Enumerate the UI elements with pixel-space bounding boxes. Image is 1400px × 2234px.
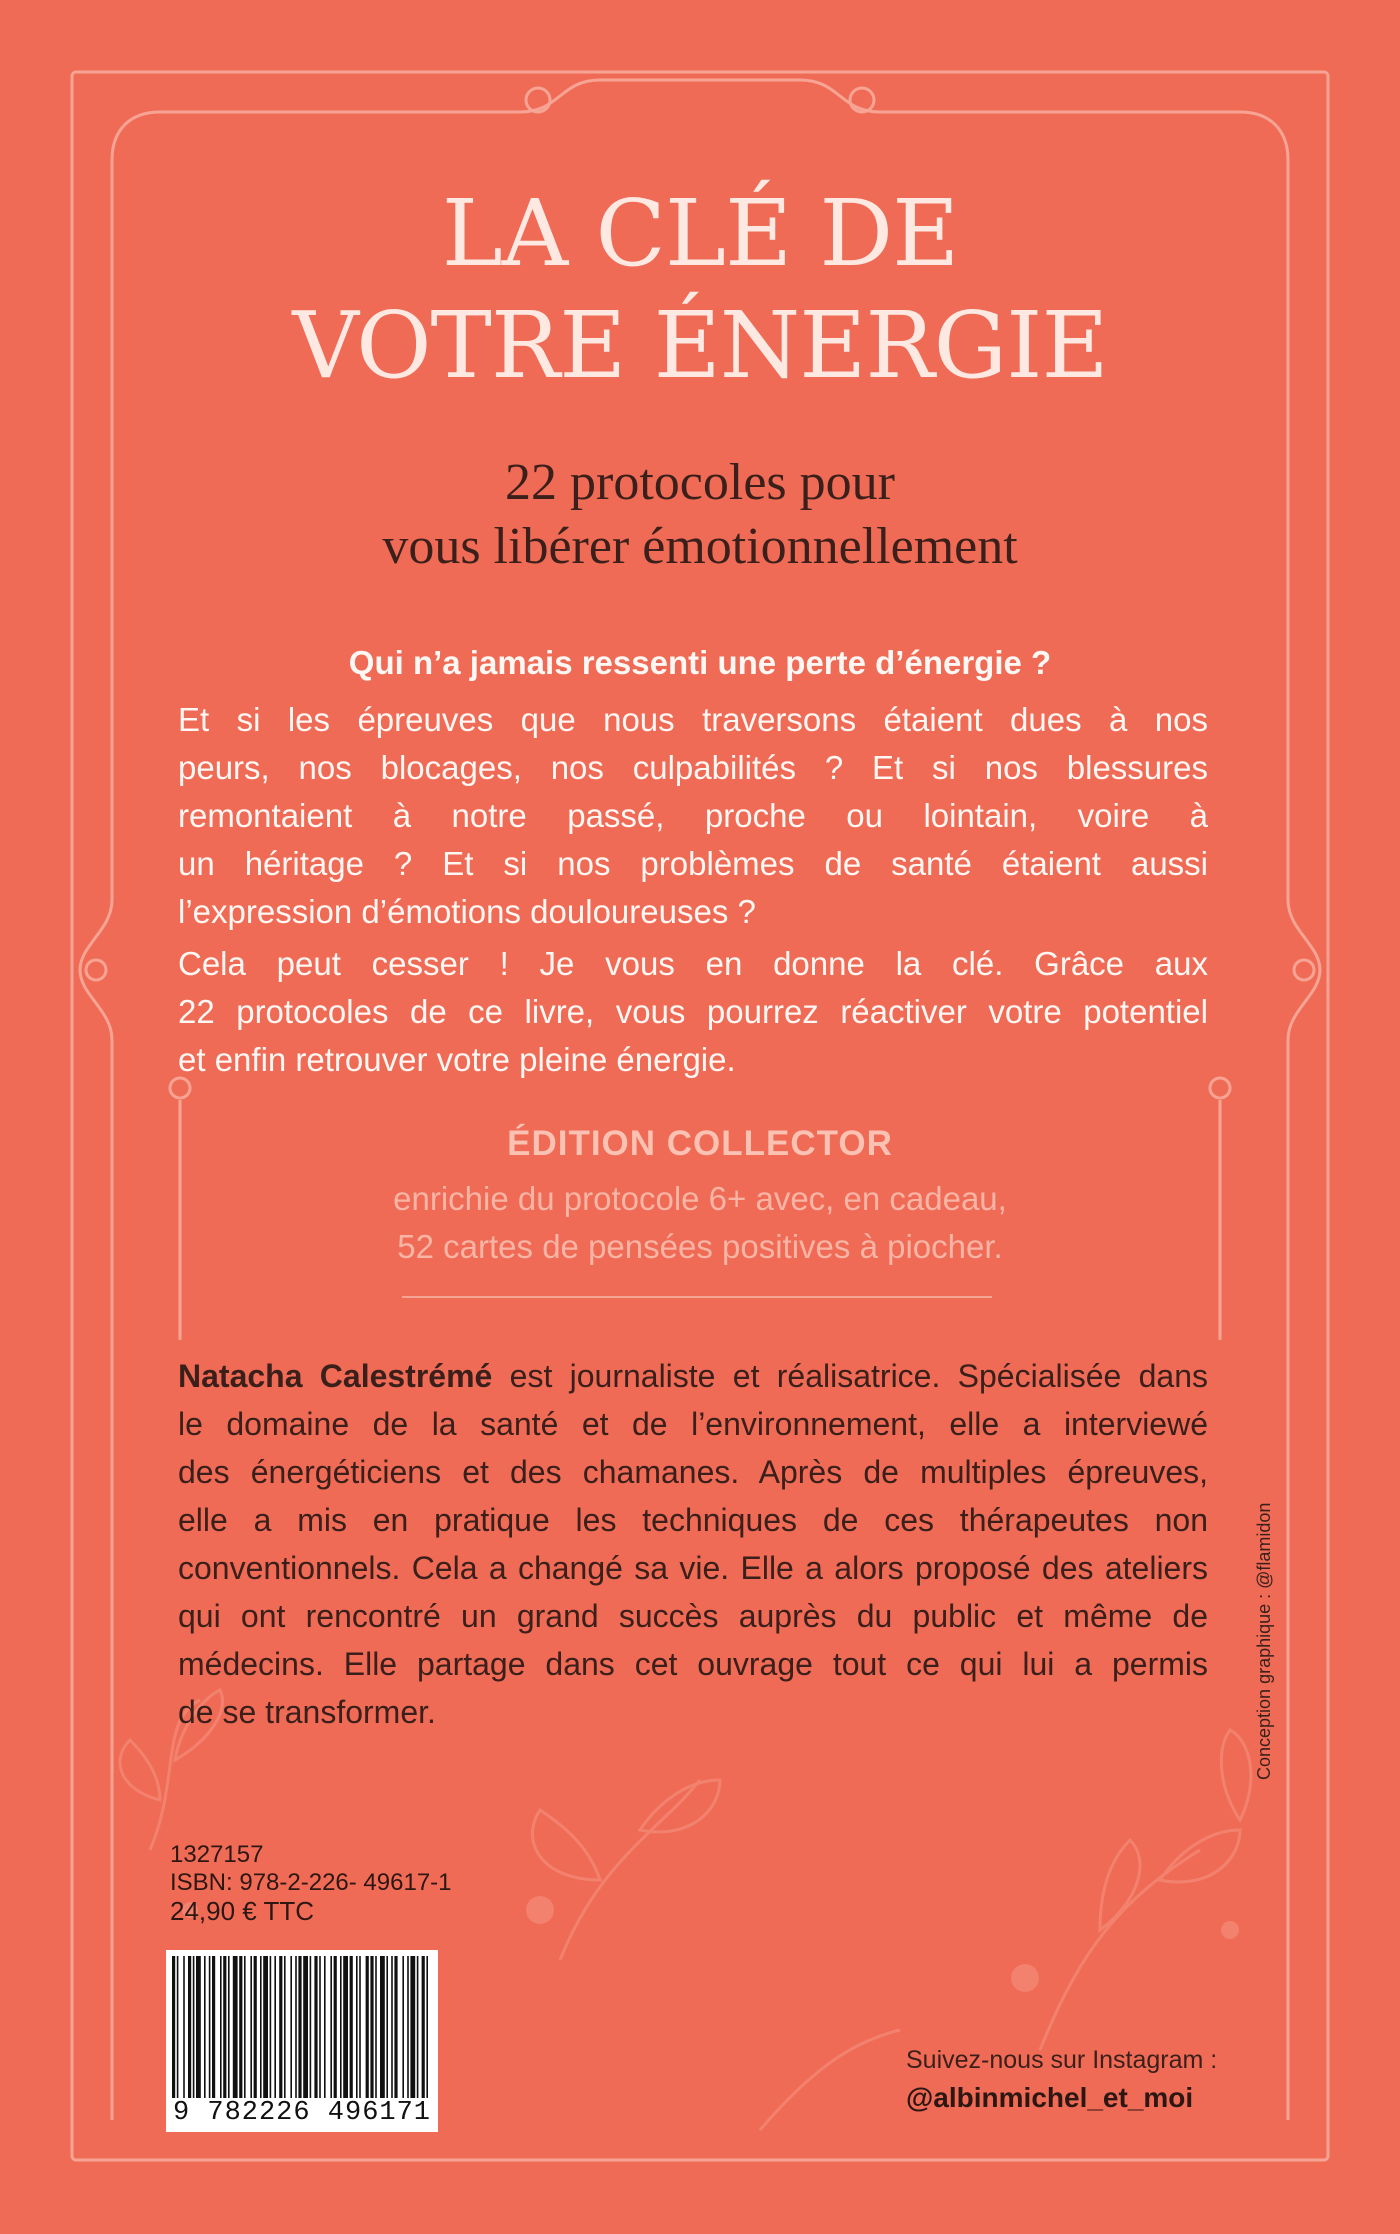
barcode-bar [204, 1956, 206, 2098]
author-name: Natacha Calestrémé [178, 1358, 493, 1394]
blurb-paragraph-1 [178, 696, 1208, 936]
barcode-bar [386, 1956, 388, 2098]
barcode-bar [366, 1956, 369, 2098]
blurb-line: un héritage ? Et si nos problèmes de santé étaient aussi [178, 845, 1208, 882]
book-title-line-1: LA CLÉ DE [441, 180, 959, 287]
barcode-number: 9 782226 496171 [166, 2098, 438, 2132]
bio-first-rest: est journaliste et réalisatrice. Spécialisée dans [509, 1358, 1209, 1394]
barcode-bar [209, 1956, 211, 2098]
blurb-line: l’expression d’émotions douloureuses ? [178, 893, 756, 930]
barcode-bar [279, 1956, 282, 2098]
barcode-bar [407, 1956, 409, 2098]
barcode-bar [212, 1956, 215, 2098]
bio-line [178, 1352, 1208, 1400]
barcode-bar [188, 1956, 191, 2098]
blurb-line: Et si les épreuves que nous traversons étaient dues à nos [178, 701, 1208, 738]
barcode-bar [295, 1956, 297, 2098]
barcode-bar [260, 1956, 262, 2098]
barcode-bar [422, 1956, 425, 2098]
barcode-bar [356, 1956, 358, 2098]
barcode-bar [233, 1956, 238, 2098]
barcode-bar [334, 1956, 337, 2098]
barcode-bar [410, 1956, 415, 2098]
blurb-paragraph-2 [178, 940, 1208, 1084]
lead-question: Qui n’a jamais ressenti une perte d’énergie ? [348, 644, 1052, 681]
blurb-line: et enfin retrouver votre pleine énergie. [178, 1041, 736, 1078]
separator-line [402, 1296, 992, 1298]
barcode-bar [177, 1956, 179, 2098]
subtitle-line-2: vous libérer émotionnellement [382, 518, 1018, 575]
barcode-bar [193, 1956, 195, 2098]
edition-line-1: enrichie du protocole 6+ avec, en cadeau, [393, 1180, 1007, 1217]
barcode-bar [263, 1956, 268, 2098]
barcode-bar [220, 1956, 222, 2098]
bio-line: de se transformer. [178, 1694, 436, 1730]
bio-line: elle a mis en pratique les techniques de ces thérapeutes non [178, 1502, 1208, 1538]
book-title-line-2: VOTRE ÉNERGIE [292, 292, 1108, 399]
barcode-bar [223, 1956, 226, 2098]
barcode-bar [303, 1956, 308, 2098]
blurb-line: peurs, nos blocages, nos culpabilités ? Et si nos blessures [178, 749, 1208, 786]
product-code: 1327157 [170, 1841, 264, 1868]
barcode-bar [172, 1956, 175, 2098]
barcode-bar [426, 1956, 428, 2098]
barcode-bar [244, 1956, 246, 2098]
barcode-bar [359, 1956, 361, 2098]
barcode-bar [274, 1956, 276, 2098]
design-credit: Conception graphique : @flamidon [1254, 1502, 1274, 1780]
barcode-bar [270, 1956, 272, 2098]
barcode-bar [183, 1956, 185, 2098]
barcode-bar [350, 1956, 353, 2098]
barcode [166, 1950, 438, 2098]
blurb-line: Cela peut cesser ! Je vous en donne la clé. Grâce aux [178, 945, 1208, 982]
instagram-handle[interactable]: @albinmichel_et_moi [906, 2082, 1194, 2113]
barcode-bar [290, 1956, 292, 2098]
barcode-bar [319, 1956, 321, 2098]
barcode-bar [340, 1956, 342, 2098]
barcode-bar [330, 1956, 332, 2098]
bio-line: conventionnels. Cela a changé sa vie. Elle a alors proposé des ateliers [178, 1550, 1208, 1586]
barcode-bar [380, 1956, 385, 2098]
bio-line: qui ont rencontré un grand succès auprès du public et même de [178, 1598, 1208, 1634]
barcode-bar [250, 1956, 252, 2098]
edition-line-2: 52 cartes de pensées positives à piocher. [397, 1228, 1003, 1265]
bio-line: médecins. Elle partage dans cet ouvrage tout ce qui lui a permis [178, 1646, 1208, 1682]
barcode-bar [254, 1956, 257, 2098]
barcode-bar [394, 1956, 397, 2098]
blurb-line: remontaient à notre passé, proche ou lointain, voire à [178, 797, 1208, 834]
bio-line: le domaine de la santé et de l’environnement, elle a interviewé [178, 1406, 1208, 1442]
barcode-bar [324, 1956, 326, 2098]
barcode-bar [310, 1956, 312, 2098]
barcode-bar [343, 1956, 348, 2098]
instagram-label: Suivez-nous sur Instagram : [906, 2046, 1218, 2074]
barcode-bar [228, 1956, 230, 2098]
barcode-bar [239, 1956, 242, 2098]
barcode-bar [391, 1956, 393, 2098]
barcode-bars [172, 1956, 432, 2098]
barcode-bar [417, 1956, 419, 2098]
barcode-bar [298, 1956, 301, 2098]
isbn: ISBN: 978-2-226- 49617-1 [170, 1869, 452, 1896]
edition-title: ÉDITION COLLECTOR [507, 1124, 893, 1163]
author-bio [178, 1352, 1208, 1736]
barcode-bar [314, 1956, 317, 2098]
barcode-bar [370, 1956, 373, 2098]
subtitle-line-1: 22 protocoles pour [505, 454, 895, 511]
price: 24,90 € TTC [170, 1896, 315, 1926]
barcode-bar [402, 1956, 404, 2098]
barcode-bar [196, 1956, 201, 2098]
bio-line: des énergéticiens et des chamanes. Après de multiples épreuves, [178, 1454, 1208, 1490]
barcode-bar [284, 1956, 286, 2098]
barcode-bar [375, 1956, 377, 2098]
blurb-line: 22 protocoles de ce livre, vous pourrez réactiver votre potentiel [178, 993, 1208, 1030]
